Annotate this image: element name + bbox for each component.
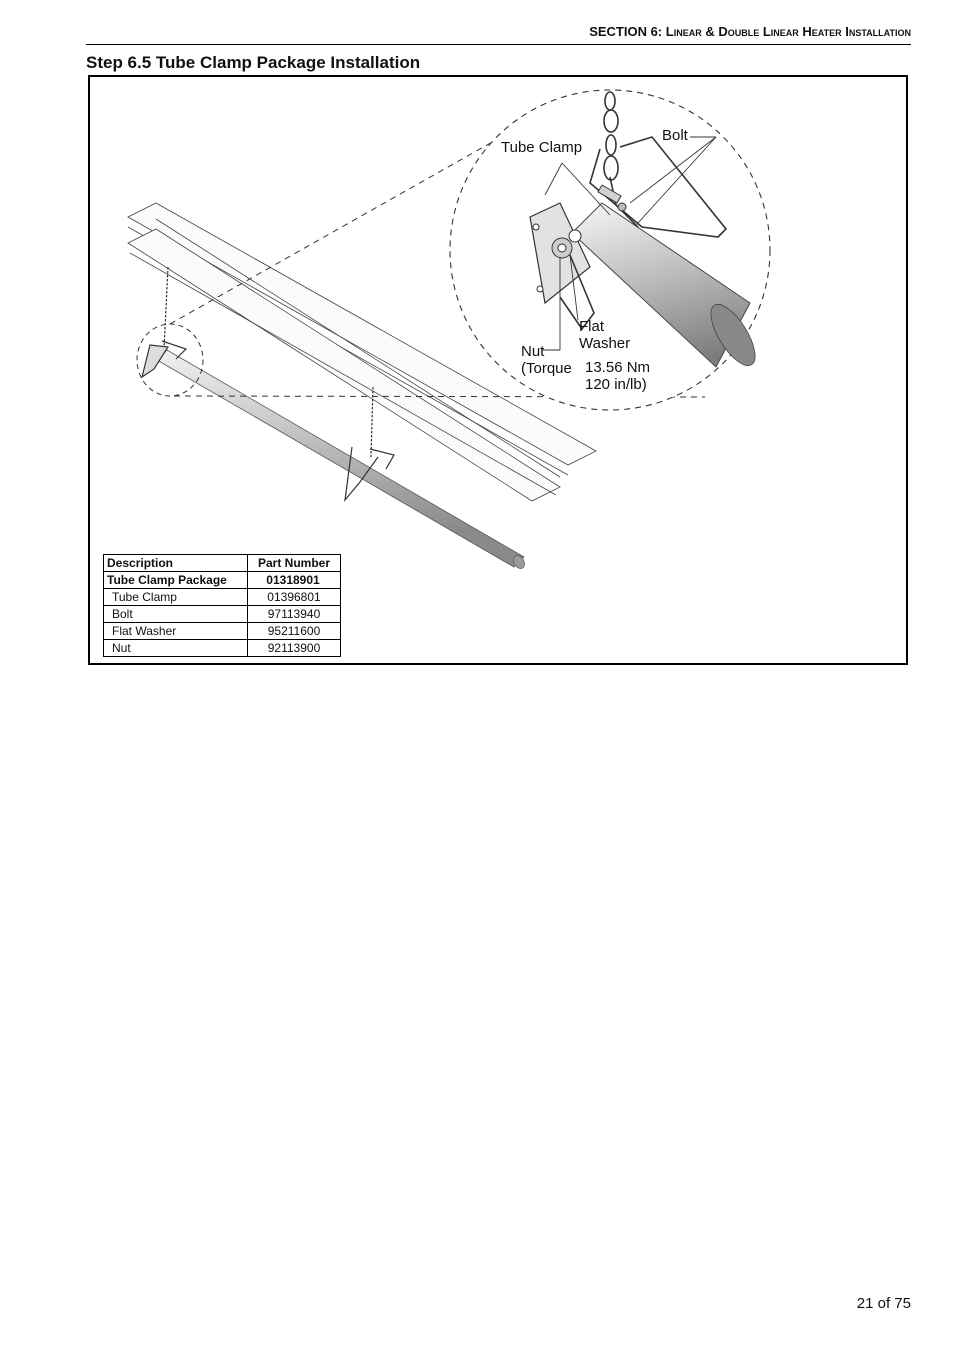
package-row xyxy=(104,572,341,589)
callout-torque-line2: 120 in/lb) xyxy=(585,376,647,393)
item-part-number: 92113900 xyxy=(248,640,341,657)
table-row xyxy=(104,640,341,657)
callout-torque-line1: 13.56 Nm xyxy=(585,359,651,376)
callout-tube-clamp: Tube Clamp xyxy=(501,139,583,156)
parts-table-header-row xyxy=(104,555,341,572)
column-header-part-number: Part Number xyxy=(248,555,341,572)
parts-table xyxy=(103,554,341,657)
table-row xyxy=(104,606,341,623)
installation-figure xyxy=(88,75,908,665)
section-title: Linear & Double Linear Heater Installation xyxy=(665,24,911,39)
section-header xyxy=(86,24,911,45)
item-description: Flat Washer xyxy=(104,623,248,640)
column-header-description: Description xyxy=(104,555,248,572)
item-part-number: 97113940 xyxy=(248,606,341,623)
table-row xyxy=(104,623,341,640)
callout-torque-value xyxy=(585,359,650,393)
package-description: Tube Clamp Package xyxy=(104,572,248,589)
callout-nut-line1: Nut xyxy=(521,343,545,360)
page-number: 21 of 75 xyxy=(856,1295,911,1312)
item-description: Tube Clamp xyxy=(104,589,248,606)
callout-nut-line2: (Torque xyxy=(521,360,572,377)
table-row xyxy=(104,589,341,606)
item-description: Nut xyxy=(104,640,248,657)
callout-flat-washer-line1: Flat xyxy=(579,318,605,335)
section-number: SECTION 6: xyxy=(589,24,663,39)
step-title: Step 6.5 Tube Clamp Package Installation xyxy=(86,53,421,72)
package-part-number: 01318901 xyxy=(248,572,341,589)
item-description: Bolt xyxy=(104,606,248,623)
item-part-number: 95211600 xyxy=(248,623,341,640)
callout-flat-washer-line2: Washer xyxy=(579,335,631,352)
item-part-number: 01396801 xyxy=(248,589,341,606)
callout-bolt: Bolt xyxy=(662,127,688,144)
callout-flat-washer xyxy=(579,318,630,352)
callout-nut xyxy=(521,343,572,377)
